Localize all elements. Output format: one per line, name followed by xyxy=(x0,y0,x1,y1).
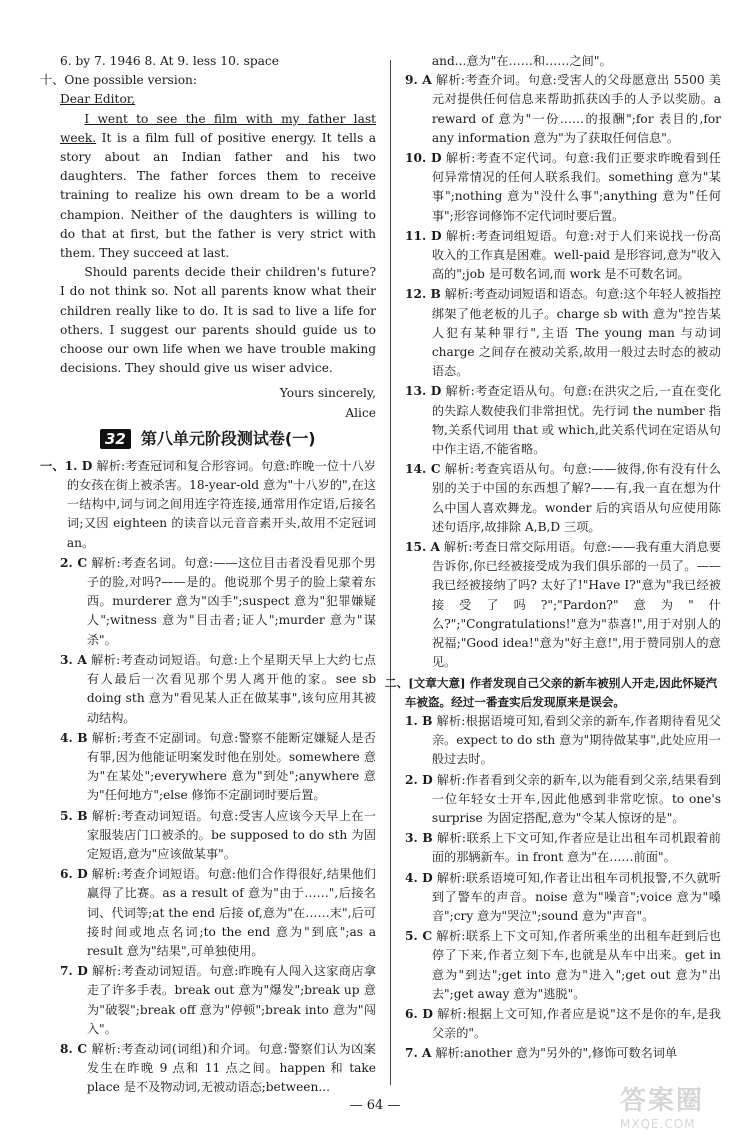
answer-item xyxy=(60,554,376,650)
answer-number: 11. D xyxy=(405,228,442,243)
answer-explanation: 解析:考查冠词和复合形容词。句意:昨晚一位十八岁的女孩在街上被杀害。18-year-old 意为"十八岁的",在这一结构中,词与词之间用连字符连接,通常用作定语,后接名词;又因 eighteen 的读音以元音音素开头,故用不定冠词 an。 xyxy=(66,458,376,550)
answer-item xyxy=(40,457,376,553)
answer-number: 6. D xyxy=(405,1006,433,1021)
answer-explanation: 解析:作者看到父亲的新车,以为能看到父亲,结果看到一位年轻女士开车,因此他感到非常吃惊。to one's surprise 为固定搭配,意为"令某人惊讶的是"。 xyxy=(431,772,722,825)
answer-number: 5. B xyxy=(60,808,88,823)
answer-explanation: 解析:考查不定副词。句意:警察不能断定嫌疑人是否有罪,因为他能证明案发时他在别处。somewhere 意为"在某处";everywhere 意为"到处";anywhere 意为"任何地方";else 修饰不定副词时要后置。 xyxy=(86,730,376,803)
answer-number: 9. A xyxy=(405,73,432,88)
right-answer-list xyxy=(405,71,721,672)
watermark-logo: 答案圈 MXQE.COM xyxy=(620,1086,705,1131)
answer-number: 6. D xyxy=(60,867,88,882)
answer-item xyxy=(405,285,721,381)
answer-item xyxy=(405,460,721,537)
answer-explanation: 解析:考查名词。句意:——这位目击者没看见那个男子的脸,对吗?——是的。他说那个男子的脸上蒙着东西。murderer 意为"凶手";suspect 意为"犯罪嫌疑人";witness 意为"目击者;证人";murder 意为"谋杀"。 xyxy=(86,555,376,647)
signature-name: Alice xyxy=(345,405,376,420)
column-divider xyxy=(390,60,391,1085)
answer-item xyxy=(405,538,721,672)
answer-item xyxy=(60,651,376,728)
section2-summary: 二、[文章大意] 作者发现自己父亲的新车被别人开走,因此怀疑汽车被盗。经过一番查实后发现原来是误会。 xyxy=(385,675,718,709)
answer-item xyxy=(60,1040,376,1098)
answer-number: 7. A xyxy=(405,1046,432,1061)
answer-item xyxy=(60,865,376,961)
answer-item xyxy=(60,807,376,865)
answer-item xyxy=(60,729,376,806)
answer-explanation: 解析:考查动词(词组)和介词。句意:警察们认为凶案发生在昨晚 9 点和 11 点之间。happen 和 take place 是不及物动词,无被动语态;between... xyxy=(86,1041,376,1095)
closing: Yours sincerely, xyxy=(279,386,376,401)
answer-number: 4. D xyxy=(405,870,433,885)
answer-number: 一、1. D xyxy=(40,458,93,473)
letter-paragraph-2: Should parents decide their children's future? I do not think so. Not all parents know what their children really like to do. It is sad to live a life for others. I suggest our parents should guide us to choose our own life when we have trouble making decisions. They should give us wiser advice. xyxy=(60,265,376,376)
answer-item xyxy=(405,771,721,829)
answer-number: 15. A xyxy=(405,540,440,555)
answer-number: 10. D xyxy=(405,151,442,166)
answer-number: 4. B xyxy=(60,730,88,745)
answer-explanation: 解析:根据上文可知,作者应是说"这不是你的车,是我父亲的"。 xyxy=(431,1006,721,1041)
section-number: 32 xyxy=(100,429,131,449)
answer-item xyxy=(405,1005,721,1043)
right-column xyxy=(385,52,722,1065)
answer-explanation: 解析:考查动词短语和语态。句意:这个年轻人被指控绑架了他老板的儿子。charge sb with 意为"控告某人犯有某种罪行",主语 The young man 与动词 charge 之间存在被动关系,故用一般过去时态的被动语态。 xyxy=(431,287,722,379)
answer-number: 8. C xyxy=(60,1041,88,1056)
answer-explanation: 解析:考查不定代词。句意:我们正要求昨晚看到任何异常情况的任何人联系我们。something 意为"某事";nothing 意为"没什么事";anything 意为"任何事";形容词修饰不定代词时要后置。 xyxy=(431,151,721,223)
answer-explanation: 解析:考查动词短语。句意:上个星期天早上大约七点有人最后一次看见那个男人离开他的家。see sb doing sth 意为"看见某人正在做某事",该句应用其被动结构。 xyxy=(86,652,376,725)
letter-paragraph-1: I went to see the film with my father last week. It is a film full of positive energy. It tells a story about an Indian father and his two daughters. The father forces them to receive training to realize his own dream to be a world champion. Neither of the daughters is willing to do that at first, but the father is very strict with them. They succeed at last. xyxy=(60,111,376,261)
left-column xyxy=(40,52,377,1099)
version-label: 十、One possible version: xyxy=(40,73,198,88)
answer-item xyxy=(405,71,721,148)
answer-number: 5. C xyxy=(405,929,433,944)
answer-line: 6. by 7. 1946 8. At 9. less 10. space xyxy=(60,54,279,68)
answer-explanation: 解析:联系上下文可知,作者应是让出租车司机跟着前面的那辆新车。in front 意为"在……前面"。 xyxy=(431,831,721,865)
answer-item xyxy=(405,382,721,459)
answer-number: 12. B xyxy=(405,287,441,302)
answer-explanation: 解析:联系语境可知,作者让出租车司机报警,不久就听到了警车的声音。noise 意为"噪音";voice 意为"嗓音";cry 意为"哭泣";sound 意为"声音"。 xyxy=(431,870,722,923)
answer-item xyxy=(405,149,721,226)
answer-explanation: 解析:考查日常交际用语。句意:——我有重大消息要告诉你,你已经被接受成为我们俱乐部的一员了。——我已经被接纳了吗? 太好了!"Have I?"意为"我已经被接受了吗?";"Pardon?"意为"什么?";"Congratulations!"意为"恭喜!",用于对别人的祝福;"Good idea!"意为"好主意!",用于赞同别人的意见。 xyxy=(431,540,722,670)
section-heading xyxy=(100,429,376,449)
answer-item xyxy=(405,712,721,770)
answer-explanation: 解析:考查定语从句。句意:在洪灾之后,一直在变化的失踪人数使我们非常担忧。先行词 the number 指物,关系代词用 that 或 which,此关系代词在定语从句中作主语,不能省略。 xyxy=(431,384,722,457)
answer-explanation: 解析:another 意为"另外的",修饰可数名词单 xyxy=(435,1046,678,1061)
answer-explanation: 解析:联系上下文可知,作者所乘坐的出租车赶到后也停了下来,作者立刻下车,也就是从车中出来。get in 意为"到达";get into 意为"进入";get out 意为"出去";get away 意为"逃脱"。 xyxy=(431,929,721,1001)
page-number: — 64 — xyxy=(349,1098,401,1113)
answer-number: 7. D xyxy=(60,964,88,979)
answer-explanation: 解析:根据语境可知,看到父亲的新车,作者期待看见父亲。expect to do sth 意为"期待做某事",此处应用一般过去时。 xyxy=(431,713,721,767)
answer-explanation: 解析:考查宾语从句。句意:——彼得,你有没有什么别的关于中国的东西想了解?——有,我一直在想为什么中国人喜欢舞龙。wonder 后的宾语从句应使用陈述句语序,故排除 A,B,D 三项。 xyxy=(431,462,721,534)
section-title: 第八单元阶段测试卷(一) xyxy=(140,429,316,449)
salutation: Dear Editor, xyxy=(60,92,136,107)
answer-number: 3. A xyxy=(60,652,87,667)
underlined-sentence: I went to see the film with my father last week. xyxy=(60,111,376,145)
answer-item xyxy=(405,227,721,285)
answer-explanation: 解析:考查介词短语。句意:他们合作得很好,结果他们赢得了比赛。as a result of 意为"由于……",后接名词、代词等;at the end 后接 of,意为"在……末",后可接时间或地点名词;to the end 意为"到底";as a result 意为"结果",可单独使用。 xyxy=(86,867,376,958)
left-answer-list xyxy=(40,457,377,1098)
answer-number: 2. C xyxy=(60,555,88,570)
answer-number: 2. D xyxy=(405,772,433,787)
answer-explanation: 解析:考查动词短语。句意:昨晚有人闯入这家商店拿走了许多手表。break out 意为"爆发";break up 意为"破裂";break off 意为"停顿";break into 意为"闯入"。 xyxy=(86,964,377,1036)
answer-item xyxy=(405,829,721,867)
answer-explanation: 解析:考查词组短语。句意:对于人们来说找一份高收入的工作真是困难。well-paid 是形容词,意为"收入高的";job 是可数名词,而 work 是不可数名词。 xyxy=(431,228,721,282)
answer-number: 3. B xyxy=(405,831,433,846)
answer-number: 1. B xyxy=(405,713,433,728)
answer-explanation: 解析:考查动词短语。句意:受害人应该今天早上在一家服装店门口被杀的。be supposed to do sth 为固定短语,意为"应该做某事"。 xyxy=(86,808,376,861)
answer-item xyxy=(405,1044,721,1063)
answer-number: 14. C xyxy=(405,462,441,477)
answer-number: 13. D xyxy=(405,384,442,399)
continued-text: and...意为"在……和……之间"。 xyxy=(431,54,612,68)
answer-item xyxy=(405,927,721,1004)
answer-item xyxy=(60,962,376,1039)
right-answer-list-2 xyxy=(405,712,721,1064)
answer-item xyxy=(405,869,721,927)
answer-explanation: 解析:考查介词。句意:受害人的父母愿意出 5500 美元对提供任何信息来帮助抓获凶手的人予以奖励。a reward of 意为"一份……的报酬";for 表目的,for any information 意为"为了获取任何信息"。 xyxy=(431,73,721,145)
